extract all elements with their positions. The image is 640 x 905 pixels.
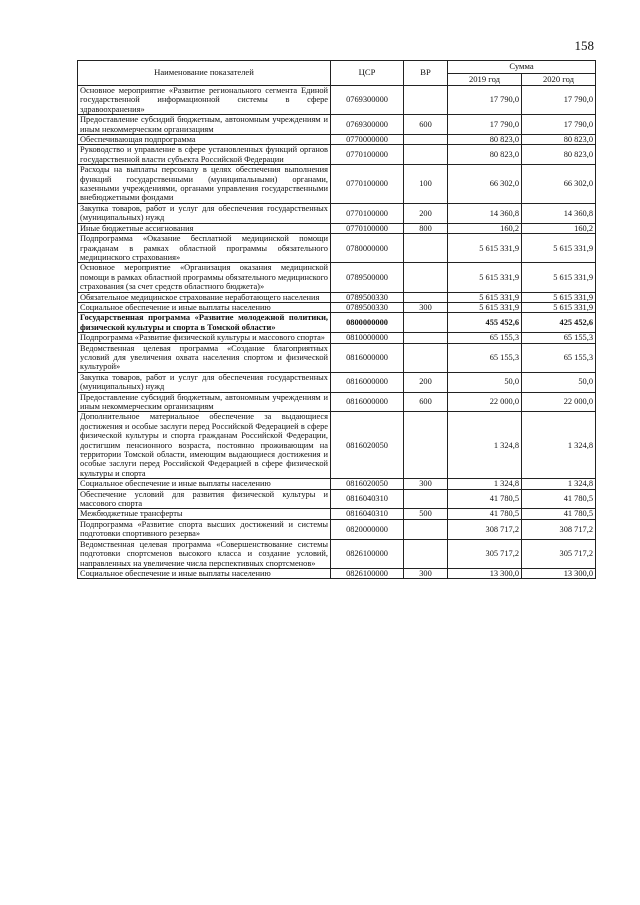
row-sum-2019-cell: 5 615 331,9 bbox=[448, 292, 522, 302]
row-csr-cell: 0810000000 bbox=[331, 333, 404, 343]
row-name-cell: Расходы на выплаты персоналу в целях обеспечения выполнения функций государственными (муниципальными) органами, казенными учреждениями, органами управления государственными внебюджетными фондами bbox=[78, 165, 331, 204]
row-sum-2020-cell: 13 300,0 bbox=[522, 568, 596, 578]
header-vr: ВР bbox=[404, 61, 448, 86]
row-csr-cell: 0800000000 bbox=[331, 313, 404, 333]
row-sum-2020-cell: 41 780,5 bbox=[522, 489, 596, 509]
row-vr-cell bbox=[404, 263, 448, 292]
row-sum-2020-cell: 160,2 bbox=[522, 223, 596, 233]
row-vr-cell bbox=[404, 489, 448, 509]
row-csr-cell: 0789500330 bbox=[331, 292, 404, 302]
row-vr-cell bbox=[404, 412, 448, 479]
table-row bbox=[78, 203, 596, 223]
row-sum-2020-cell: 5 615 331,9 bbox=[522, 292, 596, 302]
row-sum-2019-cell: 160,2 bbox=[448, 223, 522, 233]
page-number: 158 bbox=[574, 38, 594, 53]
row-name-cell: Социальное обеспечение и иные выплаты населению bbox=[78, 568, 331, 578]
row-sum-2019-cell: 305 717,2 bbox=[448, 539, 522, 568]
row-sum-2019-cell: 50,0 bbox=[448, 372, 522, 392]
row-sum-2020-cell: 50,0 bbox=[522, 372, 596, 392]
table-row bbox=[78, 412, 596, 479]
row-name-cell: Ведомственная целевая программа «Совершенствование системы подготовки спортсменов высокого класса и создание условий, направленных на увеличение числа перспективных спортсменов» bbox=[78, 539, 331, 568]
row-csr-cell: 0816040310 bbox=[331, 509, 404, 519]
row-sum-2020-cell: 5 615 331,9 bbox=[522, 263, 596, 292]
table-row bbox=[78, 489, 596, 509]
row-sum-2019-cell: 22 000,0 bbox=[448, 392, 522, 412]
row-vr-cell bbox=[404, 234, 448, 263]
row-name-cell: Руководство и управление в сфере установленных функций органов государственной власти субъекта Российской Федерации bbox=[78, 145, 331, 165]
row-vr-cell: 100 bbox=[404, 165, 448, 204]
row-sum-2019-cell: 1 324,8 bbox=[448, 479, 522, 489]
row-csr-cell: 0826100000 bbox=[331, 539, 404, 568]
table-body bbox=[78, 86, 596, 579]
row-vr-cell: 200 bbox=[404, 203, 448, 223]
row-sum-2019-cell: 5 615 331,9 bbox=[448, 263, 522, 292]
row-sum-2019-cell: 80 823,0 bbox=[448, 145, 522, 165]
row-csr-cell: 0770100000 bbox=[331, 165, 404, 204]
row-sum-2020-cell: 66 302,0 bbox=[522, 165, 596, 204]
row-sum-2019-cell: 17 790,0 bbox=[448, 86, 522, 115]
row-csr-cell: 0770100000 bbox=[331, 203, 404, 223]
row-name-cell: Дополнительное материальное обеспечение за выдающиеся достижения и особые заслуги перед Российской Федерацией в сфере физической культуры и спорта гражданам Российской Федерации, достигшим пенсионного возраста, постоянно проживающим на территории Томской области, имеющим выдающиеся достижения и особые заслуги перед Российской Федерацией в сфере физической культуры и спорта bbox=[78, 412, 331, 479]
table-row bbox=[78, 302, 596, 312]
row-vr-cell: 300 bbox=[404, 479, 448, 489]
budget-table bbox=[77, 60, 596, 579]
row-sum-2019-cell: 65 155,3 bbox=[448, 343, 522, 372]
row-sum-2019-cell: 41 780,5 bbox=[448, 509, 522, 519]
row-vr-cell bbox=[404, 343, 448, 372]
row-sum-2019-cell: 5 615 331,9 bbox=[448, 234, 522, 263]
row-csr-cell: 0816000000 bbox=[331, 343, 404, 372]
row-csr-cell: 0816040310 bbox=[331, 489, 404, 509]
table-row bbox=[78, 333, 596, 343]
row-sum-2020-cell: 425 452,6 bbox=[522, 313, 596, 333]
row-name-cell: Обязательное медицинское страхование неработающего населения bbox=[78, 292, 331, 302]
row-sum-2019-cell: 65 155,3 bbox=[448, 333, 522, 343]
row-name-cell: Основное мероприятие «Развитие регионального сегмента Единой государственной информационной системы в сфере здравоохранения» bbox=[78, 86, 331, 115]
row-csr-cell: 0770000000 bbox=[331, 135, 404, 145]
row-vr-cell bbox=[404, 292, 448, 302]
row-sum-2020-cell: 65 155,3 bbox=[522, 333, 596, 343]
row-sum-2019-cell: 80 823,0 bbox=[448, 135, 522, 145]
row-csr-cell: 0770100000 bbox=[331, 145, 404, 165]
table-row bbox=[78, 234, 596, 263]
row-csr-cell: 0820000000 bbox=[331, 519, 404, 539]
row-csr-cell: 0780000000 bbox=[331, 234, 404, 263]
row-vr-cell bbox=[404, 135, 448, 145]
row-sum-2020-cell: 65 155,3 bbox=[522, 343, 596, 372]
row-vr-cell: 300 bbox=[404, 568, 448, 578]
row-name-cell: Иные бюджетные ассигнования bbox=[78, 223, 331, 233]
row-vr-cell bbox=[404, 539, 448, 568]
row-sum-2019-cell: 66 302,0 bbox=[448, 165, 522, 204]
header-name: Наименование показателей bbox=[78, 61, 331, 86]
row-name-cell: Подпрограмма «Развитие спорта высших достижений и системы подготовки спортивного резерва» bbox=[78, 519, 331, 539]
header-sum: Сумма bbox=[448, 61, 596, 74]
row-sum-2020-cell: 22 000,0 bbox=[522, 392, 596, 412]
row-csr-cell: 0826100000 bbox=[331, 568, 404, 578]
row-csr-cell: 0816020050 bbox=[331, 412, 404, 479]
row-name-cell: Закупка товаров, работ и услуг для обеспечения государственных (муниципальных) нужд bbox=[78, 372, 331, 392]
row-vr-cell bbox=[404, 313, 448, 333]
header-year-2019: 2019 год bbox=[448, 74, 522, 86]
row-sum-2020-cell: 41 780,5 bbox=[522, 509, 596, 519]
table-row bbox=[78, 509, 596, 519]
table-row bbox=[78, 568, 596, 578]
table-row bbox=[78, 263, 596, 292]
row-csr-cell: 0789500330 bbox=[331, 302, 404, 312]
row-name-cell: Основное мероприятие «Организация оказания медицинской помощи в рамках областной программы обязательного медицинского страхования (за счет средств областного бюджета)» bbox=[78, 263, 331, 292]
row-name-cell: Предоставление субсидий бюджетным, автономным учреждениям и иным некоммерческим организациям bbox=[78, 115, 331, 135]
row-name-cell: Предоставление субсидий бюджетным, автономным учреждениям и иным некоммерческим организациям bbox=[78, 392, 331, 412]
row-name-cell: Межбюджетные трансферты bbox=[78, 509, 331, 519]
row-vr-cell: 200 bbox=[404, 372, 448, 392]
row-name-cell: Социальное обеспечение и иные выплаты населению bbox=[78, 479, 331, 489]
row-vr-cell bbox=[404, 86, 448, 115]
table-row bbox=[78, 392, 596, 412]
table-row bbox=[78, 313, 596, 333]
row-csr-cell: 0816000000 bbox=[331, 372, 404, 392]
row-sum-2019-cell: 14 360,8 bbox=[448, 203, 522, 223]
row-csr-cell: 0789500000 bbox=[331, 263, 404, 292]
header-year-2020: 2020 год bbox=[522, 74, 596, 86]
table-row bbox=[78, 86, 596, 115]
row-sum-2019-cell: 41 780,5 bbox=[448, 489, 522, 509]
row-sum-2020-cell: 17 790,0 bbox=[522, 115, 596, 135]
table-row bbox=[78, 145, 596, 165]
row-sum-2019-cell: 5 615 331,9 bbox=[448, 302, 522, 312]
table-row bbox=[78, 292, 596, 302]
table-row bbox=[78, 135, 596, 145]
row-vr-cell bbox=[404, 333, 448, 343]
row-sum-2019-cell: 455 452,6 bbox=[448, 313, 522, 333]
row-csr-cell: 0769300000 bbox=[331, 115, 404, 135]
row-csr-cell: 0816000000 bbox=[331, 392, 404, 412]
row-name-cell: Социальное обеспечение и иные выплаты населению bbox=[78, 302, 331, 312]
table-row bbox=[78, 539, 596, 568]
row-vr-cell: 600 bbox=[404, 392, 448, 412]
row-sum-2020-cell: 1 324,8 bbox=[522, 479, 596, 489]
row-sum-2020-cell: 1 324,8 bbox=[522, 412, 596, 479]
row-name-cell: Подпрограмма «Оказание бесплатной медицинской помощи гражданам в рамках областной программы обязательного медицинского страхования» bbox=[78, 234, 331, 263]
row-sum-2020-cell: 80 823,0 bbox=[522, 145, 596, 165]
table-row bbox=[78, 343, 596, 372]
row-vr-cell: 800 bbox=[404, 223, 448, 233]
table-row bbox=[78, 223, 596, 233]
row-sum-2019-cell: 17 790,0 bbox=[448, 115, 522, 135]
row-name-cell: Закупка товаров, работ и услуг для обеспечения государственных (муниципальных) нужд bbox=[78, 203, 331, 223]
row-vr-cell bbox=[404, 145, 448, 165]
row-name-cell: Обеспечивающая подпрограмма bbox=[78, 135, 331, 145]
row-sum-2020-cell: 308 717,2 bbox=[522, 519, 596, 539]
table-row bbox=[78, 372, 596, 392]
row-vr-cell: 300 bbox=[404, 302, 448, 312]
row-vr-cell: 600 bbox=[404, 115, 448, 135]
row-csr-cell: 0816020050 bbox=[331, 479, 404, 489]
header-csr: ЦСР bbox=[331, 61, 404, 86]
table-row bbox=[78, 165, 596, 204]
row-sum-2019-cell: 1 324,8 bbox=[448, 412, 522, 479]
row-sum-2020-cell: 80 823,0 bbox=[522, 135, 596, 145]
table-row bbox=[78, 519, 596, 539]
row-sum-2020-cell: 17 790,0 bbox=[522, 86, 596, 115]
row-vr-cell: 500 bbox=[404, 509, 448, 519]
row-name-cell: Ведомственная целевая программа «Создание благоприятных условий для увеличения охвата населения спортом и физической культурой» bbox=[78, 343, 331, 372]
table-row bbox=[78, 115, 596, 135]
row-sum-2020-cell: 305 717,2 bbox=[522, 539, 596, 568]
row-name-cell: Обеспечение условий для развития физической культуры и массового спорта bbox=[78, 489, 331, 509]
row-name-cell: Государственная программа «Развитие молодежной политики, физической культуры и спорта в Томской области» bbox=[78, 313, 331, 333]
row-sum-2020-cell: 14 360,8 bbox=[522, 203, 596, 223]
row-sum-2020-cell: 5 615 331,9 bbox=[522, 302, 596, 312]
row-csr-cell: 0769300000 bbox=[331, 86, 404, 115]
row-csr-cell: 0770100000 bbox=[331, 223, 404, 233]
table-header bbox=[78, 61, 596, 86]
row-vr-cell bbox=[404, 519, 448, 539]
row-sum-2020-cell: 5 615 331,9 bbox=[522, 234, 596, 263]
row-name-cell: Подпрограмма «Развитие физической культуры и массового спорта» bbox=[78, 333, 331, 343]
row-sum-2019-cell: 308 717,2 bbox=[448, 519, 522, 539]
row-sum-2019-cell: 13 300,0 bbox=[448, 568, 522, 578]
table-row bbox=[78, 479, 596, 489]
